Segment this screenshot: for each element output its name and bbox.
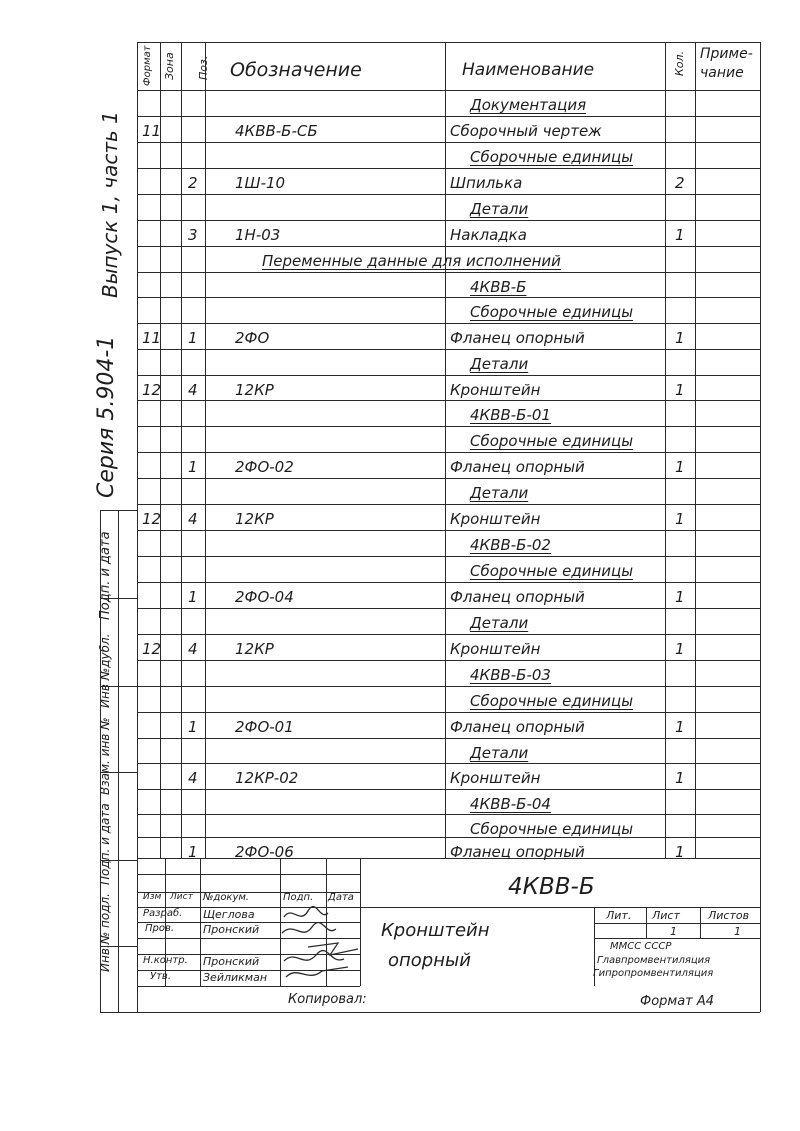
grid-vline bbox=[695, 42, 696, 858]
row-designation: 2ФО-01 bbox=[235, 718, 294, 736]
grid-hline bbox=[100, 686, 137, 687]
row-pos: 4 bbox=[188, 769, 198, 787]
row-qty: 1 bbox=[675, 640, 685, 658]
row-name: Сборочные единицы bbox=[470, 820, 634, 838]
row-pos: 4 bbox=[188, 381, 198, 399]
grid-hline bbox=[137, 660, 760, 661]
grid-hline bbox=[100, 1012, 760, 1013]
grid-vline bbox=[665, 42, 666, 858]
row-name: Фланец опорный bbox=[450, 843, 585, 861]
grid-hline bbox=[137, 530, 760, 531]
grid-hline bbox=[137, 375, 760, 376]
grid-vline bbox=[646, 907, 647, 938]
grid-hline bbox=[137, 90, 760, 91]
row-name: Кронштейн bbox=[450, 381, 541, 399]
row-qty: 1 bbox=[675, 226, 685, 244]
row-format: 12 bbox=[142, 510, 162, 528]
row-name: Кронштейн bbox=[450, 640, 541, 658]
grid-hline bbox=[137, 763, 760, 764]
row-qty: 1 bbox=[675, 458, 685, 476]
row-designation: 12КР bbox=[235, 381, 274, 399]
row-name: Сборочные единицы bbox=[470, 148, 634, 166]
grid-hline bbox=[137, 478, 760, 479]
grid-hline bbox=[137, 608, 760, 609]
tb-sheets-label: Листов bbox=[708, 909, 750, 922]
row-qty: 1 bbox=[675, 588, 685, 606]
row-format: 12 bbox=[142, 640, 162, 658]
row-pos: 1 bbox=[188, 718, 198, 736]
row-name: Переменные данные для исполнений bbox=[262, 252, 561, 270]
header-designation: Обозначение bbox=[230, 59, 362, 81]
grid-hline bbox=[594, 923, 760, 924]
grid-hline bbox=[137, 272, 760, 273]
strip-sign-date-1: Подп. и дата bbox=[98, 531, 113, 620]
row-pos: 4 bbox=[188, 640, 198, 658]
row-format: 12 bbox=[142, 381, 162, 399]
grid-vline bbox=[181, 42, 182, 858]
row-name: Фланец опорный bbox=[450, 329, 585, 347]
grid-vline bbox=[100, 510, 101, 1012]
row-name: Накладка bbox=[450, 226, 527, 244]
tb-utv-label: Утв. bbox=[150, 971, 171, 982]
row-pos: 1 bbox=[188, 458, 198, 476]
signature-scribbles bbox=[278, 903, 388, 988]
row-name: Сборочные единицы bbox=[470, 303, 634, 321]
header-pos: Поз. bbox=[197, 55, 210, 80]
row-name: 4КВВ-Б-02 bbox=[470, 536, 551, 554]
row-pos: 1 bbox=[188, 843, 198, 861]
grid-vline bbox=[205, 42, 206, 858]
grid-hline bbox=[137, 194, 760, 195]
grid-hline bbox=[594, 938, 760, 939]
row-name: 4КВВ-Б-04 bbox=[470, 795, 551, 813]
row-designation: 2ФО-04 bbox=[235, 588, 294, 606]
row-name: Документация bbox=[470, 96, 587, 114]
tb-org-2: Главпромвентиляция bbox=[597, 955, 711, 966]
tb-sheet-label: Лист bbox=[652, 909, 680, 922]
tb-razrab-label: Разраб. bbox=[143, 908, 183, 919]
row-designation: 12КР-02 bbox=[235, 769, 299, 787]
row-name: Сборочные единицы bbox=[470, 432, 634, 450]
tb-title-1: Кронштейн bbox=[381, 920, 490, 941]
tb-org-3: Гипропромвентиляция bbox=[593, 968, 714, 979]
document-code: 4КВВ-Б bbox=[508, 874, 595, 900]
grid-vline bbox=[137, 42, 138, 1012]
grid-vline bbox=[445, 42, 446, 858]
grid-hline bbox=[137, 556, 760, 557]
tb-sheets-value: 1 bbox=[734, 925, 741, 938]
grid-hline bbox=[137, 712, 760, 713]
grid-hline bbox=[137, 452, 760, 453]
tb-col-ndoc: №докум. bbox=[203, 892, 250, 903]
tb-nkontr-name: Пронский bbox=[203, 955, 260, 968]
row-designation: 4КВВ-Б-СБ bbox=[235, 122, 318, 140]
grid-hline bbox=[137, 400, 760, 401]
row-designation: 2ФО-02 bbox=[235, 458, 294, 476]
grid-vline bbox=[280, 858, 281, 986]
tb-col-data: Дата bbox=[328, 892, 354, 903]
tb-utv-name: Зейликман bbox=[203, 971, 268, 984]
tb-prov-label: Пров. bbox=[145, 923, 175, 934]
grid-vline bbox=[760, 42, 761, 1012]
row-name: Сборочный чертеж bbox=[450, 122, 602, 140]
tb-prov-name: Пронский bbox=[203, 923, 260, 936]
grid-hline bbox=[137, 42, 760, 43]
grid-hline bbox=[137, 349, 760, 350]
tb-title-2: опорный bbox=[388, 950, 471, 971]
row-designation: 2ФО-06 bbox=[235, 843, 294, 861]
row-designation: 12КР bbox=[235, 640, 274, 658]
grid-vline bbox=[360, 858, 361, 986]
row-name: Фланец опорный bbox=[450, 718, 585, 736]
tb-col-podp: Подп. bbox=[283, 892, 314, 903]
grid-hline bbox=[100, 510, 137, 511]
strip-inv-dubl: Инв №дубл. bbox=[98, 633, 112, 708]
grid-vline bbox=[700, 907, 701, 938]
grid-hline bbox=[100, 860, 137, 861]
row-name: Детали bbox=[470, 614, 529, 632]
tb-col-list: Лист bbox=[170, 892, 193, 902]
header-name: Наименование bbox=[462, 60, 595, 80]
tb-lit-label: Лит. bbox=[606, 909, 632, 922]
row-designation: 1Ш-10 bbox=[235, 174, 286, 192]
grid-hline bbox=[137, 789, 760, 790]
strip-sign-date-2: Подп. и дата bbox=[98, 803, 112, 885]
grid-vline bbox=[118, 510, 119, 1012]
row-format: 11 bbox=[142, 329, 162, 347]
row-name: Детали bbox=[470, 744, 529, 762]
row-designation: 2ФО bbox=[235, 329, 270, 347]
row-qty: 1 bbox=[675, 843, 685, 861]
grid-hline bbox=[137, 686, 760, 687]
footer-format: Формат А4 bbox=[640, 994, 715, 1009]
row-name: Сборочные единицы bbox=[470, 562, 634, 580]
grid-vline bbox=[165, 858, 166, 986]
row-qty: 1 bbox=[675, 718, 685, 736]
grid-hline bbox=[137, 168, 760, 169]
header-note-1: Приме- bbox=[700, 46, 753, 62]
row-pos: 2 bbox=[188, 174, 198, 192]
strip-inv-orig: Инв.№ подл. bbox=[98, 893, 112, 972]
row-qty: 1 bbox=[675, 381, 685, 399]
header-format: Формат bbox=[142, 45, 153, 86]
tb-razrab-name: Щеглова bbox=[203, 908, 255, 921]
header-qty: Кол. bbox=[673, 50, 686, 76]
row-name: Шпилька bbox=[450, 174, 523, 192]
grid-hline bbox=[137, 634, 760, 635]
row-name: 4КВВ-Б-03 bbox=[470, 666, 551, 684]
grid-vline bbox=[200, 858, 201, 986]
grid-hline bbox=[137, 323, 760, 324]
tb-sheet-value: 1 bbox=[670, 925, 677, 938]
footer-copied: Копировал: bbox=[288, 992, 367, 1007]
row-name: 4КВВ-Б bbox=[470, 278, 527, 296]
tb-nkontr-label: Н.контр. bbox=[143, 955, 188, 966]
header-note-2: чание bbox=[700, 65, 744, 81]
row-qty: 1 bbox=[675, 329, 685, 347]
row-name: Фланец опорный bbox=[450, 588, 585, 606]
row-designation: 1Н-03 bbox=[235, 226, 281, 244]
issue-title: Выпуск 1, часть 1 bbox=[98, 111, 122, 298]
row-name: Детали bbox=[470, 484, 529, 502]
row-designation: 12КР bbox=[235, 510, 274, 528]
grid-hline bbox=[137, 142, 760, 143]
row-format: 11 bbox=[142, 122, 162, 140]
row-qty: 1 bbox=[675, 510, 685, 528]
grid-hline bbox=[137, 837, 760, 838]
grid-vline bbox=[326, 858, 327, 986]
row-name: 4КВВ-Б-01 bbox=[470, 406, 551, 424]
grid-hline bbox=[137, 220, 760, 221]
series-title: Серия 5.904-1 bbox=[94, 335, 119, 498]
grid-hline bbox=[137, 504, 760, 505]
header-zone: Зона bbox=[163, 52, 176, 80]
row-qty: 1 bbox=[675, 769, 685, 787]
row-pos: 1 bbox=[188, 588, 198, 606]
grid-hline bbox=[137, 986, 360, 987]
row-name: Детали bbox=[470, 355, 529, 373]
row-pos: 1 bbox=[188, 329, 198, 347]
tb-col-izm: Изм bbox=[143, 892, 162, 902]
grid-vline bbox=[594, 907, 595, 986]
row-name: Детали bbox=[470, 200, 529, 218]
row-pos: 3 bbox=[188, 226, 198, 244]
grid-hline bbox=[100, 598, 137, 599]
grid-hline bbox=[137, 738, 760, 739]
row-name: Кронштейн bbox=[450, 769, 541, 787]
grid-hline bbox=[137, 116, 760, 117]
grid-hline bbox=[137, 582, 760, 583]
grid-hline bbox=[137, 297, 760, 298]
row-qty: 2 bbox=[675, 174, 685, 192]
grid-hline bbox=[137, 426, 760, 427]
row-name: Сборочные единицы bbox=[470, 692, 634, 710]
grid-hline bbox=[137, 858, 760, 859]
row-name: Фланец опорный bbox=[450, 458, 585, 476]
grid-hline bbox=[100, 772, 137, 773]
tb-org-1: ММСС СССР bbox=[610, 941, 672, 952]
grid-vline bbox=[160, 42, 161, 858]
strip-vzam-inv: Взам. инв № bbox=[98, 717, 112, 795]
row-pos: 4 bbox=[188, 510, 198, 528]
grid-hline bbox=[100, 946, 137, 947]
grid-hline bbox=[137, 814, 760, 815]
row-name: Кронштейн bbox=[450, 510, 541, 528]
grid-hline bbox=[137, 246, 760, 247]
